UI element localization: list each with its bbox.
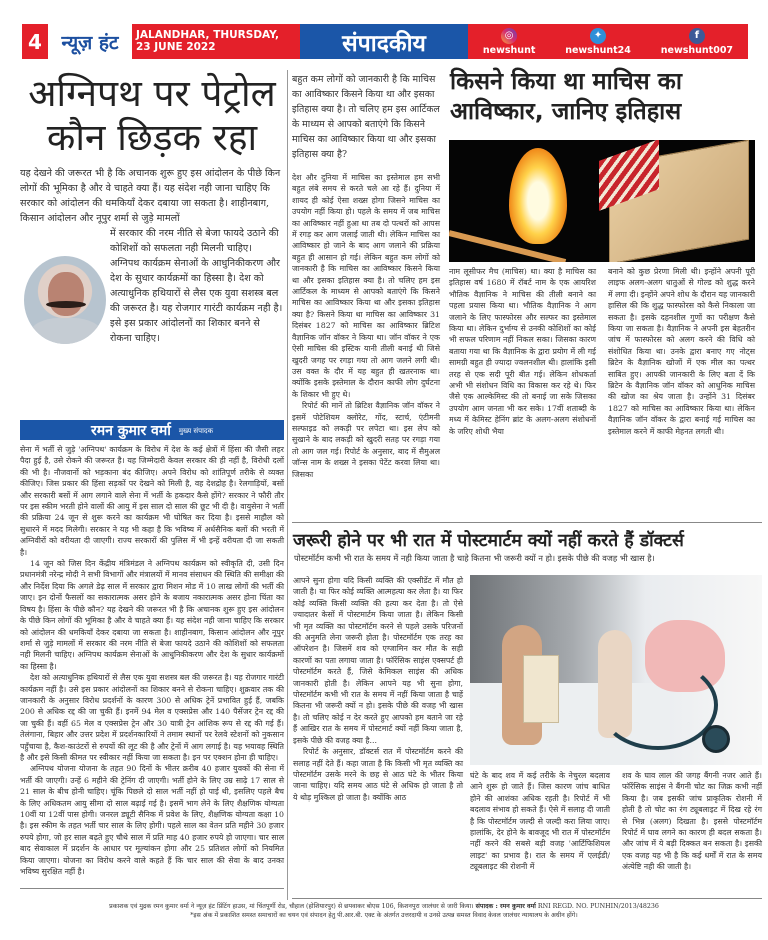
editorial-paragraph: अग्निपथ योजना योजना के तहत 90 दिनों के भीतर क्ररीब 40 हजार युवकों की सेना में भर्ती की जाएगी। उन्हें 6 महीने की ट्रेनिंग दी जाएगी। भर्ती होने के लिए उम्र साढ़े 17 साल से 21 साल के बीच होनी चाहिए। चूंकि पिछले दो साल भर्ती नहीं हो पाई थी, इसलिए पहले बैच के लिए अधिकतम आयु सीमा दो साल बढ़ाई गई है। इसमें भाग लेने के लिए शैक्षणिक योग्यता 10वीं या 12वीं पास होगी। जनरल ड्यूटी सैनिक में प्रवेश के लिए, शैक्षणिक योग्यता कक्षा 10 है। इस स्कीम के तहत भर्ती चार साल के लिए होगी। पहले साल का वेतन प्रति महीने 30 हजार रुपये होगा, जो हर साल बढ़ते हुए चौथे साल में प्रति माह 40 हजार रुपये हो जाएगा। चार साल बाद सेवाकाल में प्रदर्शन के आधार पर मूल्यांकन होगा और 25 प्रतिशत लोगों को नियमित किया जाएगा। योजना का विरोध करने वाले कहते हैं कि चार साल की सेवा के बाद उनका भविष्य सुरक्षित नहीं है। — [20, 764, 284, 877]
postmortem-headline: जरूरी होने पर भी रात में पोस्टमार्टम क्यों नहीं करते हैं डॉक्टर्स — [293, 531, 684, 551]
matchbox-col-b: बनाने को कुछ प्रेरणा मिली थी। इन्होंने अपनी पूरी लाइफ अलग-अलग धातुओं से गोल्ड को शुद्ध करने में लगा दी। इन्होंने अपने शोध के दौरान यह जानकारी हासिल की कि शुद्ध फास्फोरस को कैसे निकाला जा सकता है। इसके दहनशील गुणों का परीक्षण कैसे किया जा सकता है। वैज्ञानिक ने अपनी इस बेहतरीन जांच में फास्फोरस को अलग करने की विधि को संशोधित किया था। उनके द्वारा बनाए गए नोट्स ब्रिटेन के वैज्ञानिक खोजों में एक मील का पत्थर साबित हुए। आपकी जानकारी के लिए बता दें कि ब्रिटेन के वैज्ञानिक जॉन वॉकर को आधुनिक माचिस की खोज का श्रेय जाता है। उन्होंने 31 दिसंबर 1827 को माचिस का आविष्कार किया था। लेकिन वैज्ञानिक जॉन वॉकर के द्वारा बनाई गई माचिस का इस्तेमाल करने में काफी मेहनत लगती थी। — [608, 267, 755, 436]
matchbox-photo — [449, 140, 755, 262]
postmortem-subhead: पोस्टमॉर्टम कभी भी रात के समय में नही किया जाता है चाहे कितना भी जरूरी क्यों न हो। इसके पीछे की वजह भी खास है। — [294, 553, 655, 563]
postmortem-col-a: घंटे के बाद शव में कई तरीके के नेचुरल बदलाव आने शुरू हो जाते हैं। जिस कारण जांच बाधित होने की आशंका अधिक रहती है। रिपोर्ट में भी बदलाव संभाव हो सकते हैं। ऐसे में सलाह दी जाती है कि पोस्टमॉर्टम जल्दी से जल्दी करा लिया जाए। हालांकि, देर होने के बावजूद भी रात में पोस्टमॉर्टम नहीं करने की सबसे बड़ी वजह 'आर्टिफिशियल लाइट' का प्रभाव है। रात के समय में एलईडी/ट्यूबलाइट की रोशनी में — [470, 771, 610, 872]
column-divider — [287, 70, 288, 900]
matchbox-lead: बहुत कम लोगों को जानकारी है कि माचिस का आविष्कार किसने किया था और इसका इतिहास क्या है। तो चलिए हम इस आर्टिकल के माध्यम से आपको बताएंगे कि किसने माचिस का आविष्कार किया था और इसका इतिहास क्या है? — [292, 74, 440, 160]
matchbox-headline: किसने किया था माचिस का आविष्कार, जानिए इतिहास — [450, 67, 682, 125]
editorial-paragraph: सेना में भर्ती से जुड़े 'अग्निपथ' कार्यक्रम के विरोध में देश के कई क्षेत्रों में हिंसा की जैसी लहर पैदा हुई है, उसे रोकने की जरूरत है। यह जिम्मेदारी केवल सरकार की ही नहीं है, विरोधी दलों की भी है। नौजवानों को भड़काना बंद कीजिए। अपने विरोध को शांतिपूर्ण तरीके से व्यक्त कीजिए। जिस प्रकार की हिंसा सड़कों पर देखने को मिली है, वह देशद्रोह है। रेलगाड़ियों, बसों और सरकारी बसों में आग लगाने वाले सेना में भर्ती के हकदार कैसे होंगे? सरकार ने फौरी तौर पर इस स्कीम भरती होने वालों की आयु में इस साल दो साल की छूट भी दी है। वायुसेना ने भर्ती की प्रक्रिया 24 जून से शुरू करने का कार्यक्रम भी घोषित कर दिया है। इससे माहौल को सुधारने में मदद मिलेगी। सरकार ने यह भी कहा है कि भविष्य में अर्धसैनिक बलों की भरती में अग्निवीरों को वरीयता दी जाएगी। राज्य सरकारों की पुलिस में भी इन्हें वरीयता दी जा सकती है। — [20, 445, 284, 557]
social-bar — [468, 24, 748, 59]
imprint-editor: संपादक : रमन कुमार वर्मा — [475, 903, 536, 910]
editorial-headline: अग्निपथ पर पेट्रोल कौन छिड़क रहा — [28, 72, 276, 159]
flame — [509, 148, 567, 244]
matchbox-article-text — [292, 72, 440, 480]
postmortem-columns — [470, 770, 762, 873]
matchbox-col-a: नाम लूसीफर मैच (माचिस) था। क्या है माचिस का इतिहास वर्ष 1680 में रॉबर्ट नाम के एक आयरिश भौतिक वैज्ञानिक ने माचिस की तीली बनाने का पहला प्रयास किया था। भौतिक वैज्ञानिक ने आग जलाने के लिए फास्फोरस और सल्फर का इस्तेमाल किया था। लेकिन दुर्भाग्य से उनकी कोशिशों का कोई भी सफल परिणाम नहीं निकल सका। जिसका कारण बताया गया था कि वैज्ञानिक के द्वारा प्रयोग में ली गई सामग्री बहुत ही ज्यादा ज्वलनशील थी। हालांकि इसी तरह से एक सदी पूरी बीत गई। लेकिन शोधकर्ता अभी भी संशोधन विधि का विकास कर रहे थे। फिर जैसे एक आल्केमिस्ट की तो बनाई जा सके जिसका उपयोग आम जनता भी कर सके। 17वीं शताब्दी के मध्य में केमिस्ट हेनिंग ब्रांट के अलग-अलग संशोधनों के जरिए शोधी भैया — [449, 267, 596, 436]
matchbox-columns — [449, 266, 755, 437]
editorial-intro: यह देखने की जरूरत भी है कि अचानक शुरू हुए इस आंदोलन के पीछे किन लोगों की भूमिका है और वे चाहते क्या हैं। यह संदेश नही जाना चाहिए कि सरकार को आंदोलन की धमकियाँ देकर दबाया जा सकता है। शाहीनबाग, किसान आंदोलन और नूपुर शर्मा से जुड़े मामलों — [20, 168, 281, 224]
editorial-paragraph: देश को अत्याधुनिक हथियारों से लैस एक युवा सशस्त्र बल की जरूरत है। यह रोजगार गारंटी कार्यक्रम नहीं है। उसे इस प्रकार आंदोलनों का शिकार बनने से रोकना चाहिए। शुक्रवार तक की जानकारी के अनुसार विरोध प्रदर्शनों के कारण 300 से अधिक ट्रेनें प्रभावित हुई हैं, जबकि 200 से अधिक रद्द की जा चुकी हैं। इनमें 94 मेल व एक्सप्रेस और 140 पैसेंजर ट्रेन रद्द की जा चुकी हैं। वहीं 65 मेल व एक्सप्रेस ट्रेन और 30 यात्री ट्रेन आंशिक रूप से रद्द की गई हैं। तेलंगाना, बिहार और उत्तर प्रदेश में प्रदर्शनकारियों ने तमाम स्थानों पर रेलवे स्टेशनों को नुकसान पहुँचाया है, कैश-काउंटरों से रुपयों की लूट की है और ट्रेनों में आग लगाई है। यह भयावह स्थिति है और इसे किसी कीमत पर स्वीकार नहीं किया जा सकता है। इन पर एक्शन होना ही चाहिए। — [20, 673, 284, 762]
postmortem-paragraph: रिपोर्ट के अनुसार, डॉक्टर्स रात में पोस्टमॉर्टम करने की सलाह नहीं देते हैं। कहा जाता है कि किसी भी मृत व्यक्ति का पोस्टमॉर्टम उसके मरने के छह से आठ घंटे के भीतर किया जाना चाहिए। यदि समय आठ घंटे से अधिक हो जाता है तो ये थोड़ मुश्किल हो जाता है। क्योंकि आठ — [293, 747, 463, 802]
editorial-intro-continued: में सरकार की नरम नीति से बेजा फायदे उठाने की कोशिशों को सफलता नही मिलनी चाहिए। अग्निपथ कार्यक्रम सेनाओं के आधुनिकीकरण और देश के सुधार कार्यक्रमों का हिस्सा है। देश को अत्याधुनिक हथियारों से लैस एक युवा सशस्त्र बल की जरूरत है। यह रोजगार गारंटी कार्यक्रम नही है। इसे इस प्रकार आंदोलनों का शिकार बनने से रोकना चाहिए। — [110, 228, 283, 344]
imprint-footer — [0, 902, 768, 920]
postmortem-col-b: शव के घाव लाल की जगह बैंगनी नजर आते हैं। फॉरेंसिक साइंस ने बैंगनी चोट का जिक्र कभी नहीं किया है। जब इसकी जांच प्राकृतिक रोशनी में होती है तो चोट का रंग ट्यूबलाइट में दिख रहे रंग से भिन्न (अलग) दिखता है। इससे पोस्टमॉर्टम रिपोर्ट में घाव लगने का कारण ही बदल सकता है। और जांच में ये बड़ी दिक्कत बन सकता है। इसकी एक वजह यह भी है कि कई धर्मों में रात के समय अंत्येष्टि नही की जाती है। — [622, 771, 762, 872]
divider — [292, 898, 762, 899]
author-role: मुख्य संपादक — [178, 427, 214, 435]
dateline — [132, 24, 302, 59]
dateline-day: JALANDHAR, THURSDAY, — [136, 29, 280, 41]
divider — [292, 522, 762, 523]
editorial-body — [20, 444, 284, 877]
section-title: संपादकीय — [300, 24, 468, 59]
social-twitter[interactable] — [565, 28, 631, 56]
stethoscope-icon — [598, 660, 718, 750]
editorial-paragraph: 14 जून को जिस दिन केंद्रीय मंत्रिमंडल ने अग्निपथ कार्यक्रम को स्वीकृति दी, उसी दिन प्रधानमंत्री नरेन्द्र मोदी ने सभी विभागों और मंत्रालयों में मानव संसाधन की स्थिति की समीक्षा की और निर्देश दिया कि अगले डेढ़ साल में सरकार द्वारा मिशन मोड में 10 लाख लोगों की भर्ती की जाए। इन दोनों फैसलों का सकारात्मक असर होने के बजाय नकारात्मक असर होना चिंता का विषय है। हिंसा के पीछे कौन? यह देखने की जरूरत भी है कि अचानक शुरू हुए इस आंदोलन के पीछे किन लोगों की भूमिका है और वे चाहते क्या हैं। यह संदेश नही जाना चाहिए कि सरकार को आंदोलन की धमकियाँ देकर दबाया जा सकता है। शाहीनबाग, किसान आंदोलन और नूपुर शर्मा से जुड़े मामलों में सरकार की नरम नीति से बेजा फायदे उठाने की कोशिशों को सफलता नही मिलनी चाहिए। अग्निपथ कार्यक्रम सेनाओं के आधुनिकीकरण और देश के सुधार कार्यक्रमों का हिस्सा है। — [20, 559, 284, 671]
twitter-handle: newshunt24 — [565, 44, 631, 56]
matchbox-paragraph: रिपोर्ट की मानें तो ब्रिटिश वैज्ञानिक जॉन वॉकर ने इसमें पोटेशियम क्लोरेट, गोंद, स्टार्च, एंटीमनी सल्फाइड को लकड़ी पर लपेटा था। इस लेप को सुखाने के बाद लकड़ी को खुदरी सतह पर रगड़ा गया तो आग जल गई। रिपोर्ट के अनुसार, बाद में सैमुअल जॉन्स नाम के शख्स ने इसका पेटेंट करवा लिया था। जिसका — [292, 401, 440, 479]
editorial-article — [20, 72, 284, 877]
facebook-icon: f — [689, 28, 705, 44]
toe-tag — [523, 655, 559, 723]
instagram-handle: newshunt — [482, 44, 536, 56]
page-number: 4 — [22, 24, 48, 59]
postmortem-paragraph: आपने सुना होगा यदि किसी व्यक्ति की एक्सीडेंट में मौत हो जाती है। या फिर कोई व्यक्ति आत्महत्या कर लेता है। या फिर कोई व्यक्ति किसी व्यक्ति की हत्या कर देता है। तो ऐसे ज्यादातर केसों में पोस्टमार्टम किया जाता है। लेकिन किसी भी मृत व्यक्ति का पोस्टमॉर्टम करने से पहले उसके परिजनों की अनुमति लेना जरूरी होता है। पोस्टमॉर्टम एक तरह का ऑपरेशन है। जिसमें शव को एग्जामिन कर मौत के सही कारणों का पता लगाया जाता है। फॉरेंसिक साइंस एक्सपर्ट ही पोस्टमॉर्टम करते हैं, जिसे केमिकल साइंस की अधिक जानकारी होती है। लेकिन आपने यह भी सुना होगा, पोस्टमॉर्टम कभी भी रात के समय में नहीं किया जाता है चाहें कितना भी जरूरी क्यों न हो। इसके पीछे की वजह भी खास है। तो चलिए कोई न देर करते हुए आपको हम बताने जा रहे हैं आखिर रात के समय में पोस्टमार्ट क्यों नहीं किया जाता है, इसके पीछे की वजह क्या है... — [293, 576, 463, 745]
imprint-line-1 — [0, 902, 768, 911]
twitter-icon: ✦ — [590, 28, 606, 44]
matchbox-body — [292, 172, 440, 480]
facebook-handle: newshunt007 — [660, 44, 734, 56]
dateline-date: 23 JUNE 2022 — [136, 41, 216, 53]
social-instagram[interactable] — [483, 28, 535, 56]
author-byline — [20, 420, 284, 440]
editorial-intro-wrap — [20, 226, 284, 416]
imprint-rni: RNI REGD. NO. PUNHIN/2013/48236 — [537, 903, 659, 910]
postmortem-body — [293, 575, 463, 803]
imprint-text: प्रकाशक एवं मुद्रक रमन कुमार वर्मा ने न्यूज़ हंट प्रिंटिंग हाउस, मां चिंतपूर्णी रोड, चौहाल (होशियारपुर) से छपवाकर बोएस 106, किशनपुरा जालंधर से जारी किया। — [109, 903, 474, 910]
instagram-icon: ◎ — [501, 28, 517, 44]
newspaper-logo: न्यूज़ हंट — [61, 31, 119, 54]
matchbox-paragraph: देश और दुनिया में माचिस का इस्तेमाल हम सभी बहुत लंबे समय से करते चले आ रहे हैं। दुनिया में शायद ही कोई ऐसा शख्स होगा जिसने माचिस का उपयोग नहीं किया हो। पहले के समय में जब माचिस का आविष्कार नहीं हुआ था तब दो पत्थरों को आपस में रगड़ कर आग जलाई जाती थी। लेकिन माचिस का आविष्कार हो जाने के बाद आग जलाने की प्रक्रिया बहुत ही आसान हो गई। लेकिन बहुत कम लोगों को जानकारी है कि माचिस का आविष्कार किसने किया था और इसका इतिहास क्या है। तो चलिए हम इस आर्टिकल के माध्यम से आपको बताएंगे कि किसने माचिस का आविष्कार किया था और इसका इतिहास क्या है? किसने किया था माचिस का आविष्कार 31 दिसंबर 1827 को माचिस का आविष्कार ब्रिटिश वैज्ञानिक जॉन वॉकर ने किया था। जॉन वॉकर ने एक ऐसी माचिस की इस्टिक यानी तीली बनाई थी जिसे खुदरी जगह पर रगड़ा गया तो आग जलने लगी थी। उस वक्त के दौर में यह बहुत ही खतरनाक था। क्योंकि इसके इस्तेमाल के दौरान काफी लोग दुर्घटना के शिकार भी हुए थे। — [292, 173, 440, 399]
imprint-line-2: *इस अंक में प्रकाशित समस्त समाचारों का चयन एवं संपादन हेतु पी.आर.बी. एक्ट के अंतर्गत उत्तरदायी व उनसे उत्पन्न समस्त विवाद केवल जालंधर न्यायालय के अधीन होंगे। — [190, 912, 578, 919]
social-facebook[interactable] — [661, 28, 733, 56]
divider — [20, 888, 284, 889]
author-photo — [24, 256, 106, 344]
postmortem-photo — [470, 575, 762, 765]
author-name: रमन कुमार वर्मा — [90, 422, 171, 439]
